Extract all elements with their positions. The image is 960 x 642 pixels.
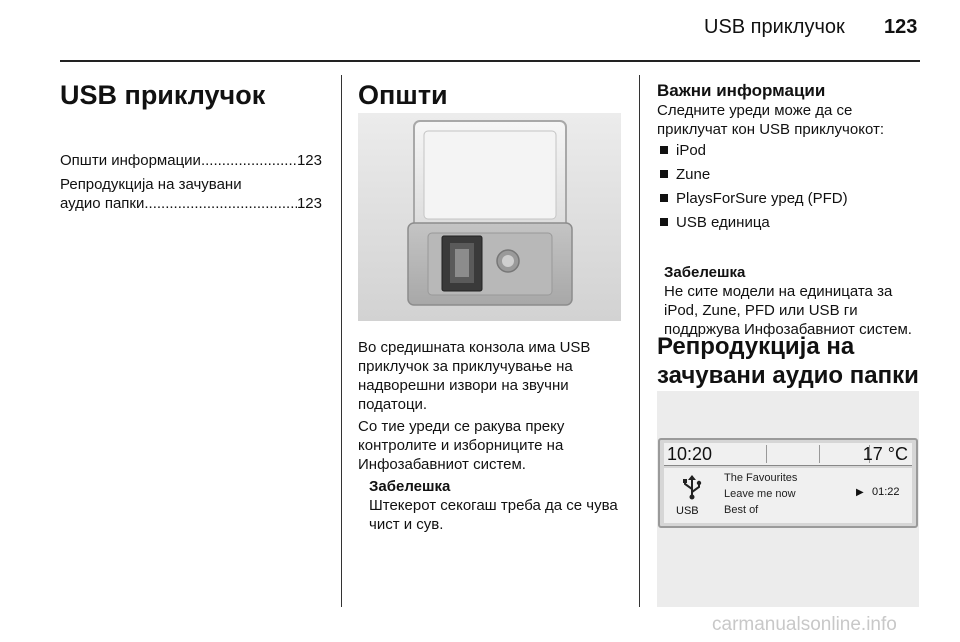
- toc-entry[interactable]: [60, 151, 322, 170]
- toc-entry-label: Општи информации: [60, 152, 201, 169]
- toc-leader: [201, 151, 297, 170]
- running-header-title: USB приклучок: [704, 16, 845, 38]
- toc-entry-label: Репродукција на зачувани: [60, 176, 242, 193]
- usb-port-photo: [358, 113, 621, 321]
- body-paragraph: Во средишната конзола има USB приклучок за приклучување на надворешни извори на звучни податоци.: [358, 339, 591, 413]
- list-item: PlaysForSure уред (PFD): [657, 189, 919, 208]
- watermark: carmanualsonline.info: [712, 614, 897, 635]
- device-list: [657, 141, 919, 237]
- table-of-contents: [60, 151, 322, 213]
- subsection-title: Општи: [358, 80, 448, 110]
- usb-icon: [680, 474, 704, 500]
- clock-readout: 10:20: [667, 444, 713, 464]
- intro-paragraph: Следните уреди може да се приклучат кон USB приклучокот:: [657, 102, 884, 138]
- track-item[interactable]: Leave me now: [724, 488, 796, 500]
- page-number: 123: [884, 16, 918, 38]
- note-text: Штекерот секогаш треба да се чува чист и сув.: [369, 497, 618, 533]
- infotainment-display-photo: [657, 391, 919, 607]
- toc-leader: [144, 194, 297, 213]
- body-paragraph: Со тие уреди се ракува преку контролите и изборниците на Инфозабавниот систем.: [358, 418, 565, 473]
- temperature-readout: 17 °C: [862, 444, 908, 464]
- track-item[interactable]: Best of: [724, 504, 759, 516]
- toc-entry-label-cont: аудио папки: [60, 195, 145, 212]
- list-item: USB единица: [657, 213, 919, 232]
- playback-section-title: Репродукција на зачувани аудио папки: [657, 333, 919, 389]
- column-divider-2: [639, 75, 640, 607]
- source-label: USB: [676, 505, 699, 517]
- display-screen: [658, 438, 918, 528]
- list-item: Zune: [657, 165, 919, 184]
- bullet-icon: [660, 146, 668, 154]
- toc-entry-page: 123: [296, 152, 322, 169]
- section-title: USB приклучок: [60, 80, 266, 110]
- toc-entry-page: 123: [296, 195, 322, 212]
- play-icon: ▶: [856, 487, 864, 498]
- track-list: [724, 470, 797, 518]
- note-text: Не сите модели на единицата за iPod, Zune, PFD или USB ги поддржува Инфозабавниот систем.: [664, 283, 912, 338]
- bullet-icon: [660, 170, 668, 178]
- bullet-icon: [660, 218, 668, 226]
- list-item: iPod: [657, 141, 919, 160]
- track-duration: 01:22: [872, 486, 900, 498]
- column-divider-1: [341, 75, 342, 607]
- note-title: Забелешка: [369, 478, 451, 495]
- status-bar: [664, 443, 912, 466]
- bullet-icon: [660, 194, 668, 202]
- header-rule: [60, 60, 920, 62]
- toc-entry[interactable]: [60, 175, 322, 213]
- info-subtitle: Важни информации: [657, 81, 826, 100]
- media-panel: [664, 468, 912, 523]
- track-item[interactable]: The Favourites: [724, 472, 798, 484]
- note-title: Забелешка: [664, 264, 746, 281]
